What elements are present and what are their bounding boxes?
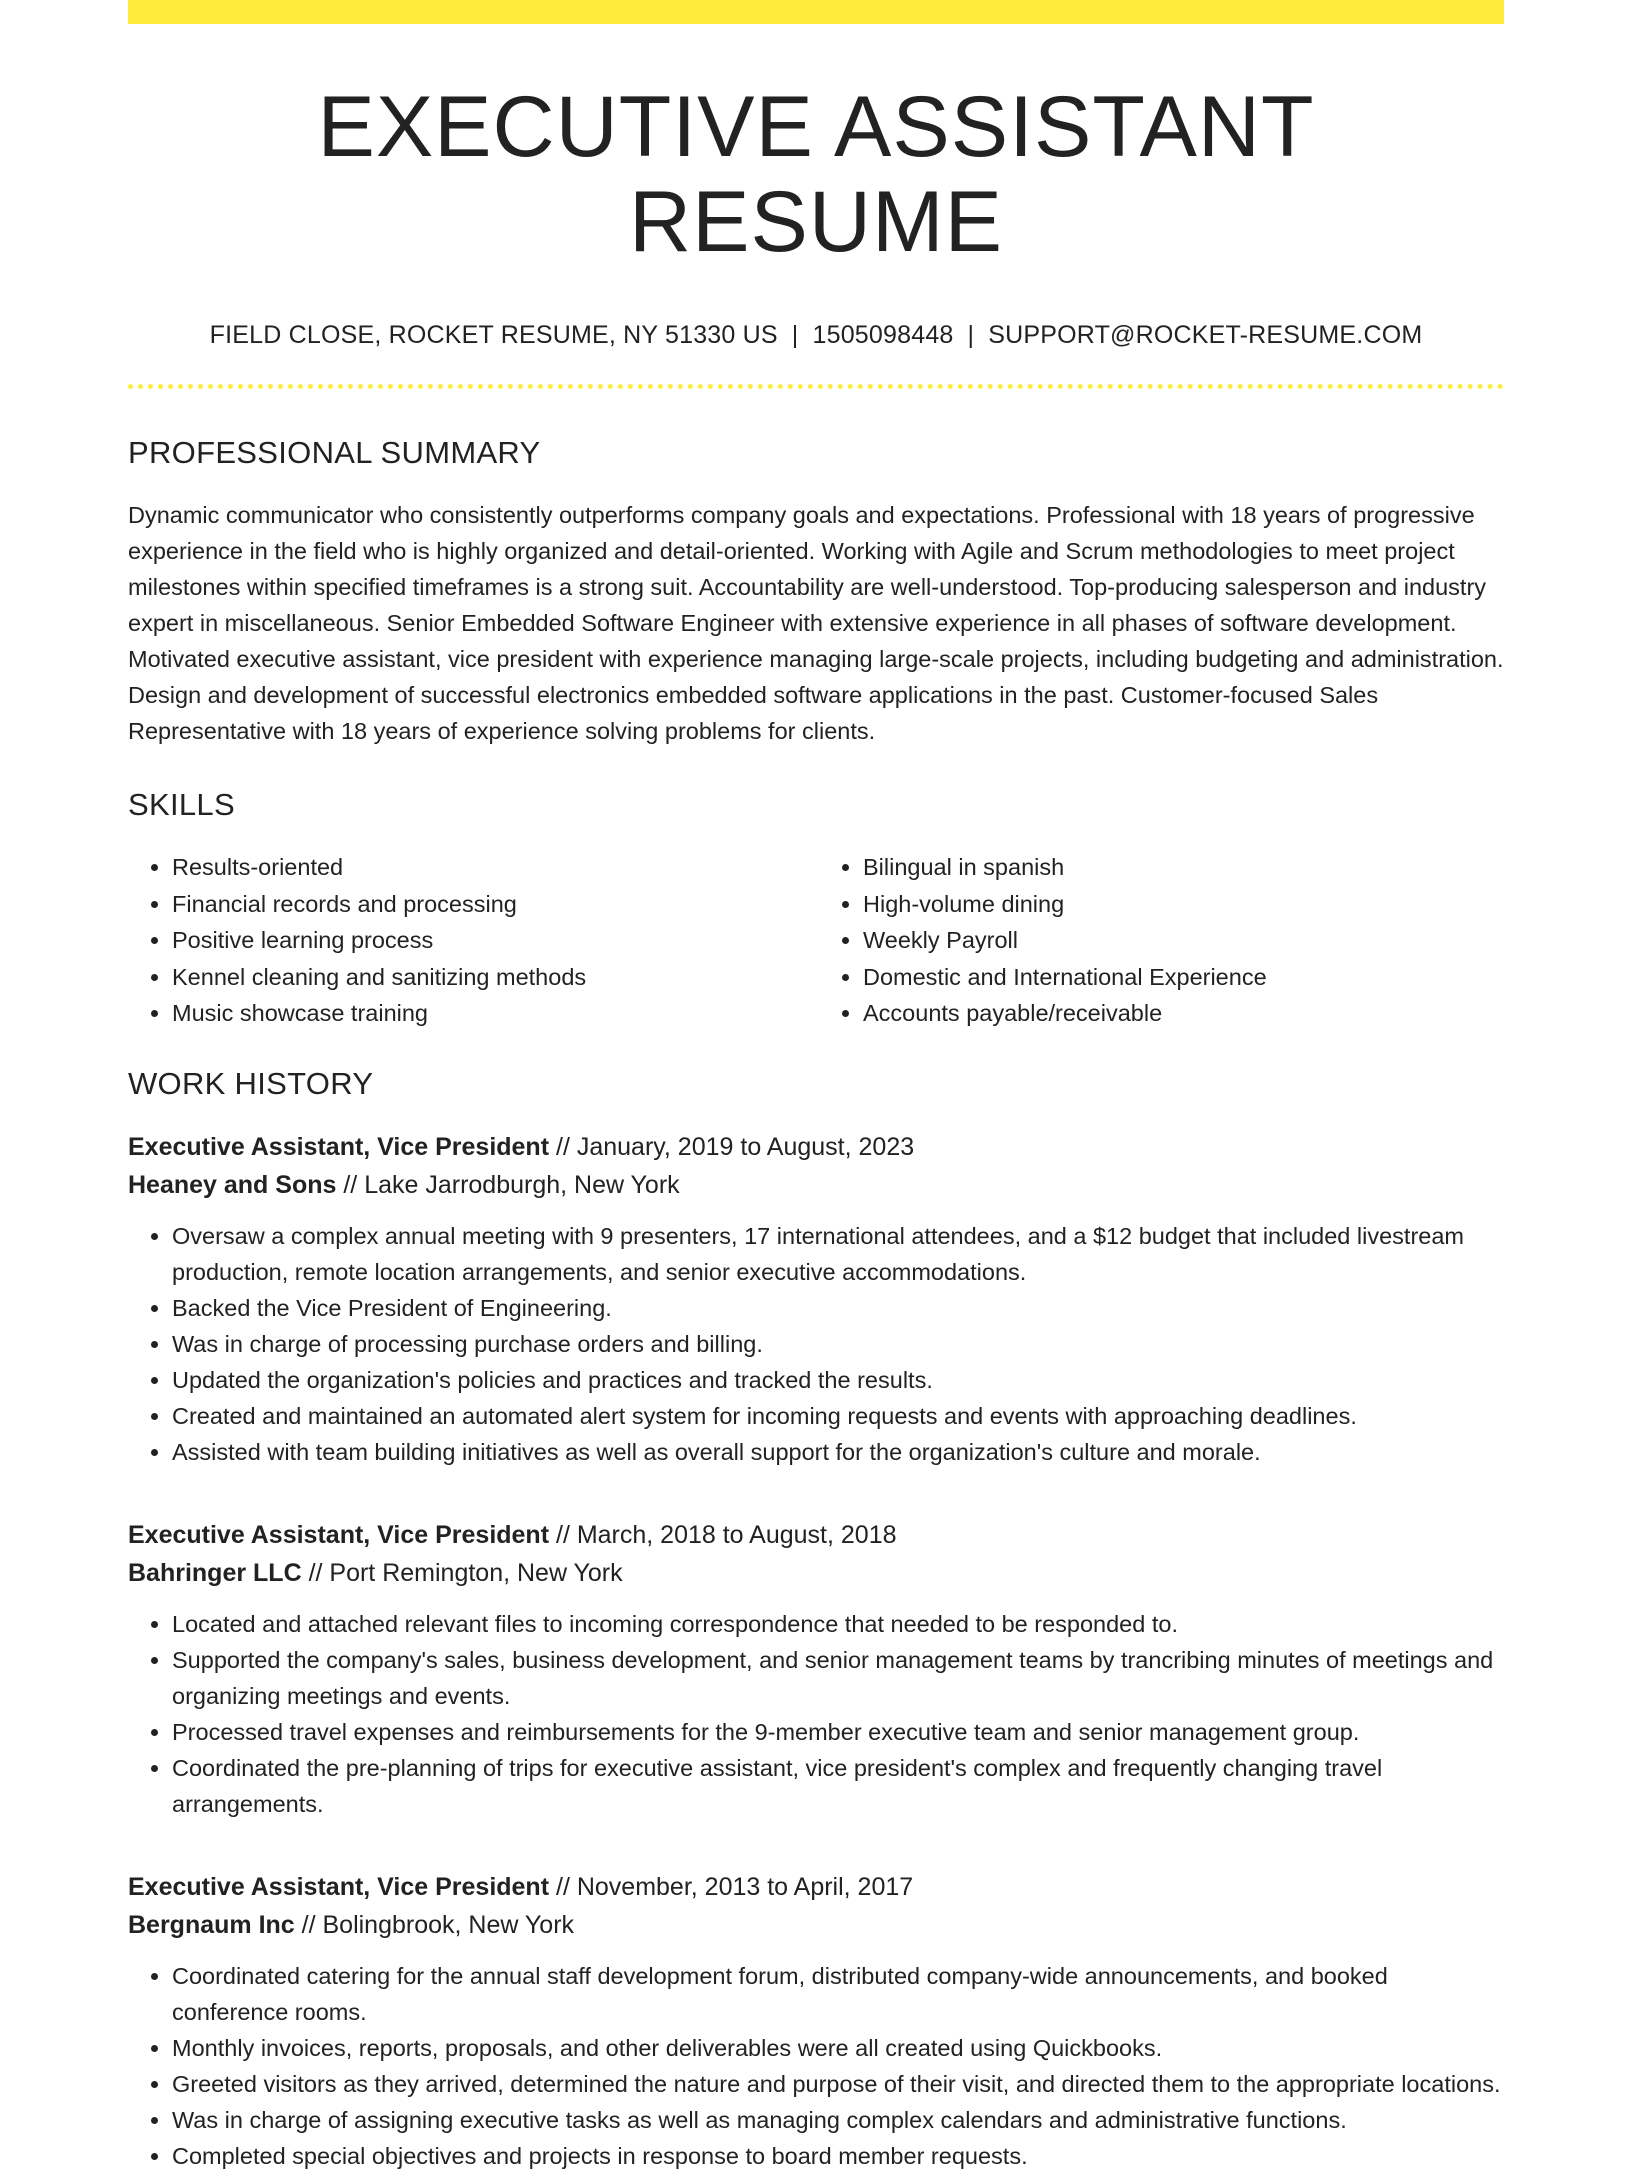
skills-heading: SKILLS bbox=[128, 787, 235, 823]
job-bullet: • Monthly invoices, reports, proposals, and other deliverables were all created using Quickbooks. bbox=[172, 2030, 1504, 2066]
job-dates: // November, 2013 to April, 2017 bbox=[549, 1872, 914, 1901]
skill-item: • Kennel cleaning and sanitizing methods bbox=[172, 959, 813, 996]
job-title-line bbox=[128, 1868, 1504, 1906]
job-company-line bbox=[128, 1906, 1504, 1944]
dotted-divider bbox=[128, 384, 1504, 389]
skills-list-left bbox=[128, 849, 813, 1032]
contact-separator: | bbox=[967, 321, 975, 350]
skill-item: • Music showcase training bbox=[172, 995, 813, 1032]
contact-separator: | bbox=[791, 321, 799, 350]
skills-columns bbox=[128, 849, 1504, 1032]
resume-title: EXECUTIVE ASSISTANT RESUME bbox=[317, 79, 1315, 270]
contact-address: FIELD CLOSE, ROCKET RESUME, NY 51330 US bbox=[209, 321, 778, 350]
summary-text: Dynamic communicator who consistently outperforms company goals and expectations. Professional with 18 years of progressive experience in the field who is highly organized and detail-oriented. Working with Agile and Scrum methodologies to meet project milestones within specified timeframes is a strong suit. Accountability are well-understood. Top-producing salesperson and industry expert in miscellaneous. Senior Embedded Software Engineer with extensive experience in all phases of software development. Motivated executive assistant, vice president with experience managing large-scale projects, including budgeting and administration. Design and development of successful electronics embedded software applications in the past. Customer-focused Sales Representative with 18 years of experience solving problems for clients. bbox=[128, 502, 1504, 745]
job-bullet: • Backed the Vice President of Engineering. bbox=[172, 1290, 1504, 1326]
job-location: // Port Remington, New York bbox=[301, 1558, 623, 1587]
job-entry bbox=[128, 1128, 1504, 1470]
skill-item: • Bilingual in spanish bbox=[863, 849, 1504, 886]
job-bullet: • Oversaw a complex annual meeting with 9 presenters, 17 international attendees, and a $12 budget that included livestream production, remote location arrangements, and senior executive accommodations. bbox=[172, 1218, 1504, 1290]
work-history-heading: WORK HISTORY bbox=[128, 1065, 374, 1101]
job-company-line bbox=[128, 1166, 1504, 1204]
skill-item: • Accounts payable/receivable bbox=[863, 995, 1504, 1032]
skill-item: • Positive learning process bbox=[172, 922, 813, 959]
job-bullet: • Located and attached relevant files to incoming correspondence that needed to be responded to. bbox=[172, 1606, 1504, 1642]
job-bullet: • Coordinated the pre-planning of trips for executive assistant, vice president's complex and frequently changing travel arrangements. bbox=[172, 1750, 1504, 1822]
job-bullets bbox=[128, 1606, 1504, 1822]
job-bullet: • Was in charge of assigning executive tasks as well as managing complex calendars and administrative functions. bbox=[172, 2102, 1504, 2138]
contact-email[interactable]: SUPPORT@ROCKET-RESUME.COM bbox=[988, 321, 1423, 350]
job-title: Executive Assistant, Vice President bbox=[128, 1520, 550, 1549]
job-title-line bbox=[128, 1516, 1504, 1554]
job-bullet: • Supported the company's sales, business development, and senior management teams by trancribing minutes of meetings and organizing meetings and events. bbox=[172, 1642, 1504, 1714]
skills-list-right bbox=[813, 849, 1504, 1032]
job-location: // Lake Jarrodburgh, New York bbox=[336, 1170, 680, 1199]
job-entry bbox=[128, 1868, 1504, 2174]
job-location: // Bolingbrook, New York bbox=[294, 1910, 575, 1939]
job-bullets bbox=[128, 1958, 1504, 2174]
job-company: Bahringer LLC bbox=[128, 1558, 302, 1587]
job-bullet: • Coordinated catering for the annual staff development forum, distributed company-wide announcements, and booked conference rooms. bbox=[172, 1958, 1504, 2030]
job-company-line bbox=[128, 1554, 1504, 1592]
job-entry bbox=[128, 1516, 1504, 1822]
skill-item: • Weekly Payroll bbox=[863, 922, 1504, 959]
job-title: Executive Assistant, Vice President bbox=[128, 1132, 550, 1161]
job-title-line bbox=[128, 1128, 1504, 1166]
job-title: Executive Assistant, Vice President bbox=[128, 1872, 550, 1901]
job-bullet: • Completed special objectives and projects in response to board member requests. bbox=[172, 2138, 1504, 2174]
job-bullets bbox=[128, 1218, 1504, 1470]
summary-heading: PROFESSIONAL SUMMARY bbox=[128, 435, 541, 471]
contact-phone[interactable]: 1505098448 bbox=[812, 321, 954, 350]
contact-line bbox=[128, 321, 1504, 350]
accent-top-bar bbox=[128, 0, 1504, 24]
job-dates: // January, 2019 to August, 2023 bbox=[549, 1132, 915, 1161]
job-bullet: • Was in charge of processing purchase orders and billing. bbox=[172, 1326, 1504, 1362]
job-dates: // March, 2018 to August, 2018 bbox=[549, 1520, 897, 1549]
resume-page bbox=[128, 0, 1504, 2174]
job-bullet: • Created and maintained an automated alert system for incoming requests and events with approaching deadlines. bbox=[172, 1398, 1504, 1434]
job-bullet: • Processed travel expenses and reimbursements for the 9-member executive team and senior management group. bbox=[172, 1714, 1504, 1750]
job-company: Bergnaum Inc bbox=[128, 1910, 295, 1939]
skill-item: • Financial records and processing bbox=[172, 886, 813, 923]
skill-item: • High-volume dining bbox=[863, 886, 1504, 923]
job-bullet: • Updated the organization's policies and practices and tracked the results. bbox=[172, 1362, 1504, 1398]
job-bullet: • Assisted with team building initiatives as well as overall support for the organization's culture and morale. bbox=[172, 1434, 1504, 1470]
skill-item: • Domestic and International Experience bbox=[863, 959, 1504, 996]
job-company: Heaney and Sons bbox=[128, 1170, 337, 1199]
job-bullet: • Greeted visitors as they arrived, determined the nature and purpose of their visit, and directed them to the appropriate locations. bbox=[172, 2066, 1504, 2102]
skill-item: • Results-oriented bbox=[172, 849, 813, 886]
